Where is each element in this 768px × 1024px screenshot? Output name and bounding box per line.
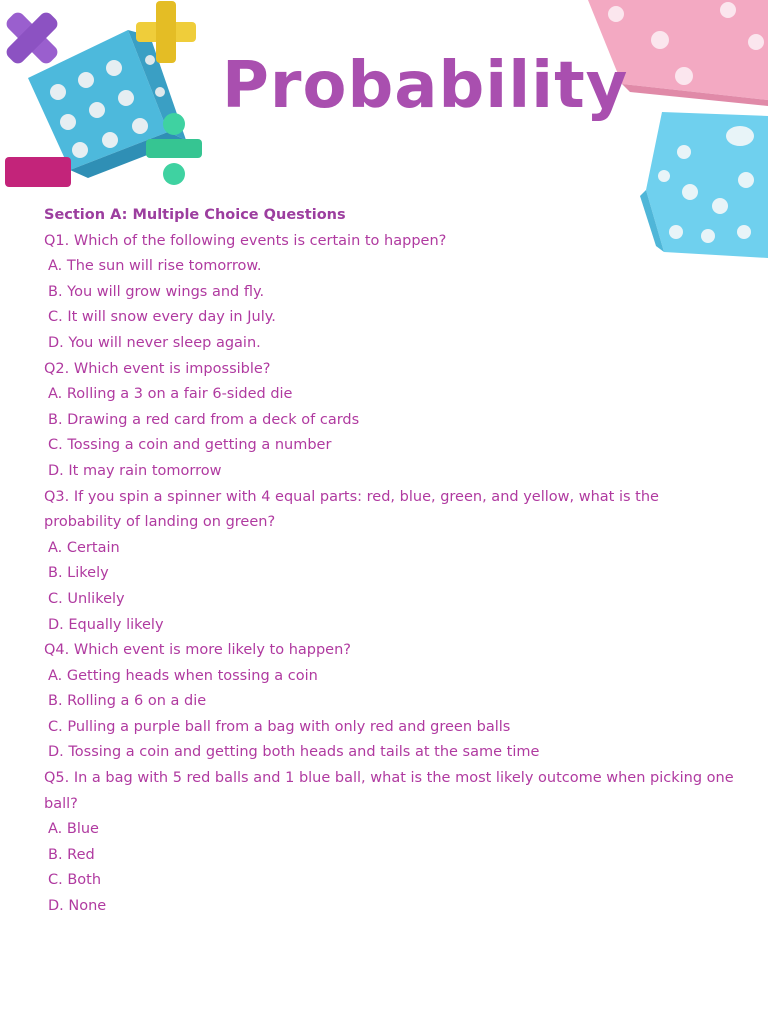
option: D. It may rain tomorrow bbox=[48, 462, 222, 479]
question-text: Q1. Which of the following events is certain to happen? bbox=[44, 232, 447, 249]
question-text: Q4. Which event is more likely to happen? bbox=[44, 642, 351, 659]
option: A. Getting heads when tossing a coin bbox=[48, 667, 318, 684]
question-text: Q2. Which event is impossible? bbox=[44, 360, 271, 377]
option: B. You will grow wings and fly. bbox=[48, 283, 265, 300]
option: C. Pulling a purple ball from a bag with only red and green balls bbox=[48, 718, 511, 735]
option: A. The sun will rise tomorrow. bbox=[48, 258, 262, 275]
section-title: Section A: Multiple Choice Questions bbox=[44, 207, 346, 223]
option: D. None bbox=[48, 898, 107, 915]
question-text: Q3. If you spin a spinner with 4 equal parts: red, blue, green, and yellow, what is the probability of landing on green? bbox=[44, 488, 659, 531]
option: C. Tossing a coin and getting a number bbox=[48, 437, 332, 454]
option: A. Certain bbox=[48, 539, 120, 556]
minus-icon bbox=[5, 157, 71, 187]
option: D. You will never sleep again. bbox=[48, 334, 261, 351]
page-title: Probability bbox=[222, 49, 629, 123]
option: C. Unlikely bbox=[48, 590, 125, 607]
question-text: Q5. In a bag with 5 red balls and 1 blue ball, what is the most likely outcome when picking one ball? bbox=[44, 770, 734, 812]
option: C. It will snow every day in July. bbox=[48, 309, 276, 326]
question-list bbox=[44, 203, 734, 920]
option: A. Blue bbox=[48, 821, 99, 838]
option: D. Tossing a coin and getting both heads and tails at the same time bbox=[48, 744, 540, 761]
option: D. Equally likely bbox=[48, 616, 164, 633]
option: A. Rolling a 3 on a fair 6-sided die bbox=[48, 386, 293, 403]
option: B. Likely bbox=[48, 565, 109, 582]
option: B. Rolling a 6 on a die bbox=[48, 693, 207, 710]
header-decoration bbox=[0, 0, 210, 195]
option: B. Drawing a red card from a deck of cards bbox=[48, 411, 360, 428]
option: C. Both bbox=[48, 872, 102, 889]
option: B. Red bbox=[48, 846, 95, 863]
